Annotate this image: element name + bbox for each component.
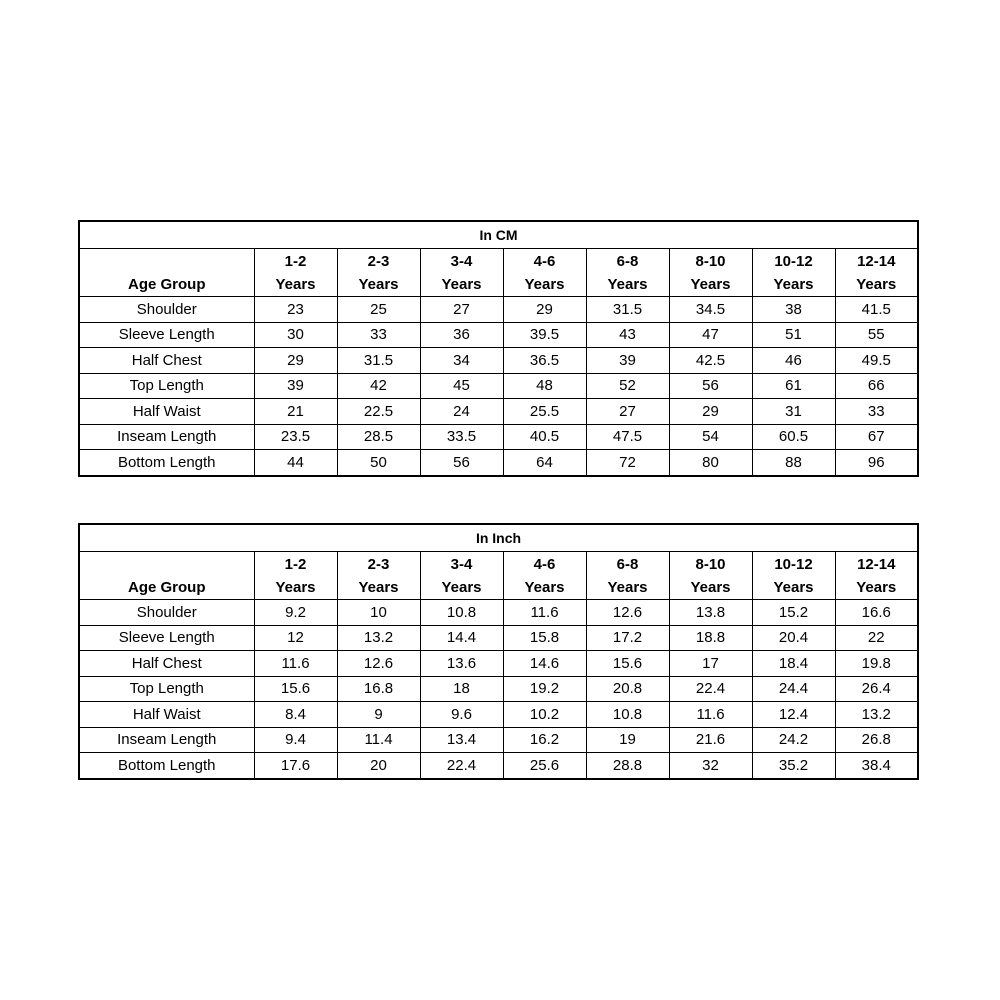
measurement-value: 38.4 [835,753,918,779]
measurement-value: 45 [420,373,503,399]
measurement-value: 15.6 [586,651,669,677]
measurement-value: 88 [752,450,835,476]
measurement-value: 66 [835,373,918,399]
measurement-value: 13.6 [420,651,503,677]
age-column-header [835,249,918,297]
measurement-value: 15.6 [254,676,337,702]
table-row [79,424,918,450]
table-row [79,348,918,374]
measurement-value: 25.5 [503,399,586,425]
measurement-value: 9.6 [420,702,503,728]
measurement-value: 16.2 [503,727,586,753]
measurement-value: 25.6 [503,753,586,779]
measurement-value: 10 [337,600,420,626]
measurement-value: 15.2 [752,600,835,626]
age-column-header [835,552,918,600]
measurement-value: 26.4 [835,676,918,702]
measurement-value: 44 [254,450,337,476]
measurement-value: 11.6 [669,702,752,728]
years-label: Years [441,579,482,596]
measurement-value: 9 [337,702,420,728]
measurement-value: 47 [669,322,752,348]
measurement-value: 23 [254,297,337,323]
size-chart-inch-table [78,523,919,780]
measurement-value: 22 [835,625,918,651]
measurement-value: 17 [669,651,752,677]
measurement-value: 25 [337,297,420,323]
measurement-value: 31 [752,399,835,425]
measurement-value: 16.8 [337,676,420,702]
measurement-value: 28.5 [337,424,420,450]
measurement-label: Half Waist [79,399,254,425]
table-row [79,727,918,753]
years-label: Years [773,579,814,596]
measurement-value: 39 [254,373,337,399]
measurement-value: 29 [254,348,337,374]
years-label: Years [441,276,482,293]
measurement-value: 9.2 [254,600,337,626]
measurement-value: 42 [337,373,420,399]
measurement-value: 22.4 [420,753,503,779]
table-row [79,753,918,779]
measurement-value: 43 [586,322,669,348]
measurement-value: 16.6 [835,600,918,626]
age-range-label: 3-4 [450,253,473,270]
measurement-value: 31.5 [586,297,669,323]
measurement-label: Bottom Length [79,753,254,779]
years-label: Years [607,579,648,596]
measurement-value: 42.5 [669,348,752,374]
table-row [79,625,918,651]
measurement-value: 24.2 [752,727,835,753]
measurement-value: 20.8 [586,676,669,702]
measurement-value: 29 [503,297,586,323]
measurement-value: 36 [420,322,503,348]
measurement-value: 13.8 [669,600,752,626]
measurement-value: 60.5 [752,424,835,450]
measurement-value: 72 [586,450,669,476]
age-column-header [503,552,586,600]
measurement-label: Sleeve Length [79,322,254,348]
measurement-value: 96 [835,450,918,476]
age-column-header [503,249,586,297]
measurement-label: Half Chest [79,348,254,374]
measurement-value: 13.2 [835,702,918,728]
table-row [79,702,918,728]
measurement-value: 22.5 [337,399,420,425]
measurement-value: 34 [420,348,503,374]
size-chart-cm-table [78,220,919,477]
measurement-value: 17.2 [586,625,669,651]
measurement-value: 14.6 [503,651,586,677]
measurement-value: 50 [337,450,420,476]
table-row [79,450,918,476]
measurement-value: 19.8 [835,651,918,677]
years-label: Years [358,579,399,596]
table-row [79,600,918,626]
table-title: In CM [79,221,918,249]
age-column-header [337,552,420,600]
age-range-label: 4-6 [533,253,556,270]
table-row [79,399,918,425]
age-range-label: 1-2 [284,253,307,270]
measurement-value: 40.5 [503,424,586,450]
years-label: Years [690,276,731,293]
age-range-label: 1-2 [284,556,307,573]
measurement-label: Sleeve Length [79,625,254,651]
years-label: Years [607,276,648,293]
measurement-value: 39 [586,348,669,374]
table-row [79,322,918,348]
measurement-value: 52 [586,373,669,399]
age-range-label: 10-12 [774,253,813,270]
age-range-label: 6-8 [616,556,639,573]
measurement-value: 8.4 [254,702,337,728]
measurement-value: 48 [503,373,586,399]
measurement-value: 18.8 [669,625,752,651]
years-label: Years [856,276,897,293]
measurement-value: 12.6 [337,651,420,677]
measurement-value: 56 [420,450,503,476]
age-range-label: 12-14 [857,253,896,270]
measurement-value: 56 [669,373,752,399]
measurement-value: 23.5 [254,424,337,450]
measurement-label: Shoulder [79,600,254,626]
measurement-value: 19 [586,727,669,753]
measurement-value: 46 [752,348,835,374]
measurement-value: 38 [752,297,835,323]
measurement-value: 47.5 [586,424,669,450]
age-range-label: 12-14 [857,556,896,573]
measurement-value: 54 [669,424,752,450]
measurement-value: 20.4 [752,625,835,651]
measurement-label: Top Length [79,373,254,399]
measurement-value: 13.4 [420,727,503,753]
measurement-value: 29 [669,399,752,425]
measurement-value: 12 [254,625,337,651]
measurement-value: 19.2 [503,676,586,702]
measurement-value: 51 [752,322,835,348]
measurement-value: 39.5 [503,322,586,348]
measurement-label: Inseam Length [79,727,254,753]
measurement-value: 11.6 [254,651,337,677]
measurement-value: 27 [420,297,503,323]
measurement-value: 36.5 [503,348,586,374]
measurement-value: 10.8 [586,702,669,728]
measurement-value: 10.2 [503,702,586,728]
measurement-value: 13.2 [337,625,420,651]
measurement-value: 11.4 [337,727,420,753]
age-range-label: 2-3 [367,253,390,270]
measurement-value: 34.5 [669,297,752,323]
years-label: Years [275,276,316,293]
measurement-label: Bottom Length [79,450,254,476]
table-title: In Inch [79,524,918,552]
table-row [79,651,918,677]
measurement-value: 30 [254,322,337,348]
measurement-value: 33 [835,399,918,425]
age-range-label: 8-10 [695,556,726,573]
measurement-value: 35.2 [752,753,835,779]
measurement-value: 20 [337,753,420,779]
age-range-label: 2-3 [367,556,390,573]
measurement-label: Top Length [79,676,254,702]
age-group-header: Age Group [79,552,254,600]
measurement-label: Shoulder [79,297,254,323]
measurement-label: Half Chest [79,651,254,677]
years-label: Years [524,276,565,293]
measurement-value: 11.6 [503,600,586,626]
years-label: Years [856,579,897,596]
age-column-header [254,552,337,600]
years-label: Years [275,579,316,596]
years-label: Years [524,579,565,596]
age-column-header [586,552,669,600]
age-group-header: Age Group [79,249,254,297]
measurement-value: 9.4 [254,727,337,753]
years-label: Years [690,579,731,596]
measurement-value: 41.5 [835,297,918,323]
measurement-value: 33.5 [420,424,503,450]
age-range-label: 6-8 [616,253,639,270]
age-column-header [420,552,503,600]
measurement-value: 32 [669,753,752,779]
measurement-value: 18.4 [752,651,835,677]
measurement-value: 24.4 [752,676,835,702]
measurement-value: 61 [752,373,835,399]
age-range-label: 4-6 [533,556,556,573]
measurement-value: 17.6 [254,753,337,779]
age-column-header [586,249,669,297]
measurement-value: 33 [337,322,420,348]
measurement-value: 10.8 [420,600,503,626]
age-range-label: 3-4 [450,556,473,573]
measurement-value: 55 [835,322,918,348]
measurement-value: 12.4 [752,702,835,728]
measurement-value: 49.5 [835,348,918,374]
measurement-value: 22.4 [669,676,752,702]
age-column-header [337,249,420,297]
measurement-value: 21.6 [669,727,752,753]
table-row [79,676,918,702]
age-column-header [420,249,503,297]
age-column-header [669,249,752,297]
measurement-value: 80 [669,450,752,476]
age-column-header [752,552,835,600]
measurement-value: 28.8 [586,753,669,779]
measurement-value: 15.8 [503,625,586,651]
age-range-label: 8-10 [695,253,726,270]
measurement-value: 21 [254,399,337,425]
measurement-value: 64 [503,450,586,476]
measurement-value: 12.6 [586,600,669,626]
measurement-value: 24 [420,399,503,425]
measurement-value: 14.4 [420,625,503,651]
measurement-value: 67 [835,424,918,450]
age-column-header [752,249,835,297]
table-row [79,373,918,399]
measurement-value: 26.8 [835,727,918,753]
years-label: Years [358,276,399,293]
age-column-header [669,552,752,600]
years-label: Years [773,276,814,293]
measurement-value: 27 [586,399,669,425]
age-range-label: 10-12 [774,556,813,573]
measurement-value: 18 [420,676,503,702]
measurement-label: Inseam Length [79,424,254,450]
measurement-label: Half Waist [79,702,254,728]
table-row [79,297,918,323]
measurement-value: 31.5 [337,348,420,374]
age-column-header [254,249,337,297]
